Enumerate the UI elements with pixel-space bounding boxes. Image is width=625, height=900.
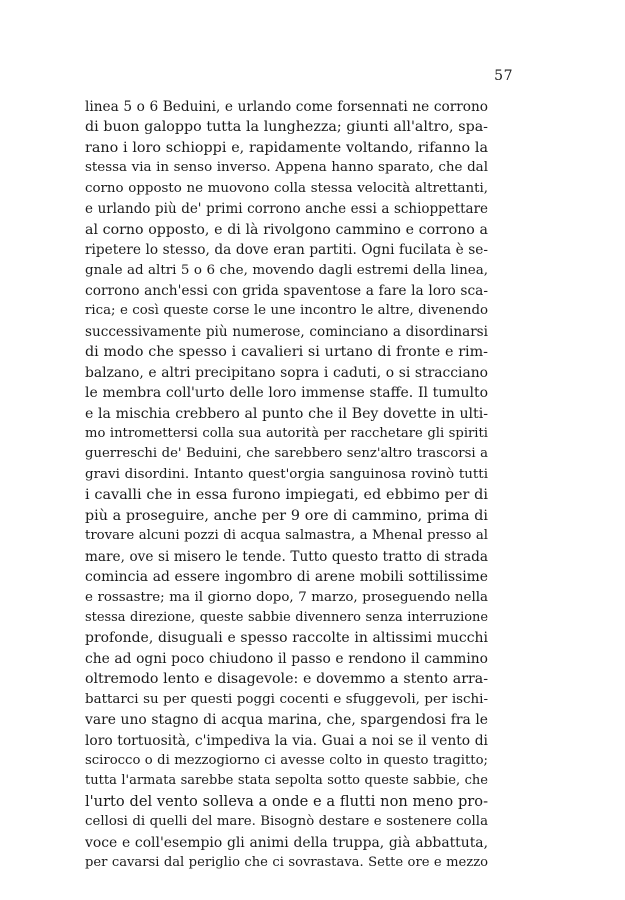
text-line: successivamente più numerose, cominciano a disordinarsi bbox=[85, 323, 488, 340]
text-line: trovare alcuni pozzi di acqua salmastra, a Mhenal presso al bbox=[85, 528, 488, 544]
text-line: e rossastre; ma il giorno dopo, 7 marzo, proseguendo nella bbox=[85, 589, 488, 605]
text-line: vare uno stagno di acqua marina, che, spargendosi fra le bbox=[85, 712, 488, 729]
text-line: ripetere lo stesso, da dove eran partiti. Ogni fucilata è se- bbox=[85, 242, 488, 259]
text-line: loro tortuosità, c'impediva la via. Guai a noi se il vento di bbox=[85, 732, 488, 749]
text-line: e la mischia crebbero al punto che il Bey dovette in ulti- bbox=[85, 405, 488, 422]
text-line: corrono anch'essi con grida spaventose a fare la loro sca- bbox=[85, 282, 488, 299]
text-line: stessa direzione, queste sabbie divennero senza interruzione bbox=[85, 609, 488, 625]
text-line: gravi disordini. Intanto quest'orgia sanguinosa rovinò tutti bbox=[85, 466, 488, 482]
text-line: stessa via in senso inverso. Appena hanno sparato, che dal bbox=[85, 160, 488, 176]
text-line: i cavalli che in essa furono impiegati, ed ebbimo per di bbox=[85, 487, 488, 504]
page-number: 57 bbox=[494, 68, 513, 84]
text-line: di modo che spesso i cavalieri si urtano di fronte e rim- bbox=[85, 344, 488, 361]
text-line: linea 5 o 6 Beduini, e urlando come forsennati ne corrono bbox=[85, 99, 488, 115]
text-line: rica; e così queste corse le une incontro le altre, divenendo bbox=[85, 303, 488, 319]
text-line: scirocco o di mezzogiorno ci avesse colto in questo tragitto; bbox=[85, 753, 488, 768]
text-line: che ad ogni poco chiudono il passo e rendono il cammino bbox=[85, 650, 488, 667]
text-line: e urlando più de' primi corrono anche essi a schioppettare bbox=[85, 201, 488, 218]
text-line: per cavarsi dal periglio che ci sovrastava. Sette ore e mezzo bbox=[85, 855, 488, 871]
text-line: guerreschi de' Beduini, che sarebbero senz'altro trascorsi a bbox=[85, 446, 488, 462]
text-line: le membra coll'urto delle loro immense staffe. Il tumulto bbox=[85, 385, 488, 402]
text-line: di buon galoppo tutta la lunghezza; giunti all'altro, spa- bbox=[85, 119, 488, 136]
text-line: gnale ad altri 5 o 6 che, movendo dagli estremi della linea, bbox=[85, 262, 488, 278]
text-line: rano i loro schioppi e, rapidamente voltando, rifanno la bbox=[85, 139, 488, 156]
text-line: balzano, e altri precipitano sopra i caduti, o si stracciano bbox=[85, 364, 488, 381]
text-line: oltremodo lento e disagevole: e dovemmo a stento arra- bbox=[85, 671, 488, 688]
text-line: l'urto del vento solleva a onde e a flutti non meno pro- bbox=[85, 792, 488, 810]
body-text bbox=[85, 97, 488, 874]
text-line: voce e coll'esempio gli animi della truppa, già abbattuta, bbox=[85, 834, 488, 851]
text-line: profonde, disuguali e spesso raccolte in altissimi mucchi bbox=[85, 630, 488, 647]
text-line: corno opposto ne muovono colla stessa velocità altrettanti, bbox=[85, 180, 488, 196]
text-line: mare, ove si misero le tende. Tutto questo tratto di strada bbox=[85, 548, 488, 565]
text-line: cellosi di quelli del mare. Bisognò destare e sostenere colla bbox=[85, 814, 488, 830]
text-line: comincia ad essere ingombro di arene mobili sottilissime bbox=[85, 569, 488, 586]
text-line: al corno opposto, e di là rivolgono cammino e corrono a bbox=[85, 221, 488, 238]
text-line: mo intromettersi colla sua autorità per racchetare gli spiriti bbox=[85, 426, 488, 441]
text-line: più a proseguire, anche per 9 ore di cammino, prima di bbox=[85, 507, 488, 524]
text-line: tutta l'armata sarebbe stata sepolta sotto queste sabbie, che bbox=[85, 773, 488, 789]
text-line: battarci su per questi poggi cocenti e sfuggevoli, per ischi- bbox=[85, 691, 488, 707]
